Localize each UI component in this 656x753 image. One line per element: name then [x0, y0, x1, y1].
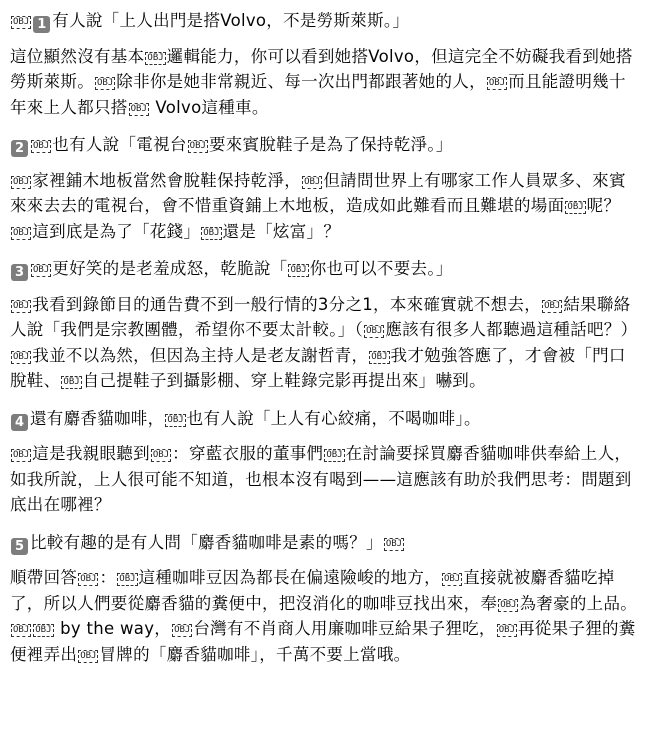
- keycap-number-icon: 2: [11, 140, 28, 157]
- obj-placeholder-icon: OBJ: [304, 176, 321, 187]
- post-paragraph: [10, 44, 638, 121]
- post-text: 冒牌的「麝香貓咖啡」，千萬不要上當哦。: [99, 644, 411, 664]
- post-text: 為奢豪的上品。: [519, 593, 638, 613]
- post-text: 家裡鋪木地板當然會脫鞋保持乾淨，: [32, 170, 302, 190]
- obj-placeholder-icon: OBJ: [13, 351, 30, 362]
- post-text: 要來賓脫鞋子是為了保持乾淨。」: [208, 135, 453, 154]
- obj-placeholder-icon: OBJ: [97, 78, 114, 88]
- keycap-number-icon: 3: [11, 264, 28, 281]
- post-text: 更好笑的是老羞成怒，乾脆說「: [52, 259, 288, 278]
- obj-placeholder-icon: OBJ: [371, 351, 388, 362]
- keycap-number-icon: 1: [33, 16, 50, 33]
- obj-placeholder-icon: OBJ: [13, 227, 30, 238]
- post-text: 呢？: [586, 196, 621, 215]
- obj-placeholder-icon: OBJ: [130, 103, 147, 114]
- obj-placeholder-icon: OBJ: [13, 450, 30, 460]
- obj-placeholder-icon: OBJ: [80, 574, 97, 584]
- obj-placeholder-icon: OBJ: [385, 538, 403, 549]
- post-text: 自己提鞋子到攝影棚、穿上鞋錄完影再提出來」嚇到。: [82, 371, 486, 390]
- obj-placeholder-icon: OBJ: [203, 227, 220, 238]
- post-text: ：: [99, 568, 117, 587]
- post-text: 台灣有不肖商人用廉咖啡豆給果子狸吃，: [193, 619, 496, 638]
- post-text: 還有麝香貓咖啡，: [30, 408, 165, 428]
- post-text: 在討論要採買麝香貓咖啡供奉給上人，如我所說，上人很可能不知道，也根本沒有喝到——這應該有助於我們思考：問題到底出在哪裡？: [10, 444, 632, 514]
- post-text: 這到底是為了「花錢」: [32, 221, 201, 241]
- obj-placeholder-icon: OBJ: [35, 625, 52, 635]
- obj-placeholder-icon: OBJ: [13, 176, 30, 187]
- post-paragraph: [10, 168, 638, 245]
- post-text: 有人說「上人出門是搭Volvo，不是勞斯萊斯。」: [52, 11, 410, 30]
- post-text: 也有人說「上人有心絞痛，不喝咖啡」。: [186, 408, 481, 428]
- post-text: by the way，: [54, 619, 172, 638]
- obj-placeholder-icon: OBJ: [13, 625, 30, 635]
- post-text: 但請問世界上有哪家工作人員眾多、來賓來來去去的電視台，會不惜重資鋪上木地板，造成如此難看而且難堪的場面: [10, 170, 626, 215]
- post-text: 你也可以不要去。」: [309, 259, 453, 278]
- obj-placeholder-icon: OBJ: [33, 265, 50, 275]
- post-text: 這種咖啡豆因為都長在偏遠險峻的地方，: [138, 568, 441, 587]
- post-text: 這是我親眼聽到: [32, 444, 150, 463]
- obj-placeholder-icon: OBJ: [544, 300, 561, 311]
- post-text: 我看到錄節目的通告費不到一般行情的3分之1，本來確實就不想去，: [32, 294, 542, 314]
- obj-placeholder-icon: OBJ: [152, 450, 170, 460]
- obj-placeholder-icon: OBJ: [189, 141, 206, 151]
- obj-placeholder-icon: OBJ: [443, 574, 461, 584]
- post-text: 我並不以為然，但因為主持人是老友謝哲青，: [32, 345, 369, 365]
- post-text: 結果聯絡人說「我們是宗教團體，希望你不要太計較。」（: [10, 294, 631, 339]
- post-text: ：穿藍衣服的董事們: [172, 444, 324, 463]
- keycap-number-icon: 4: [11, 414, 28, 431]
- post-heading: [10, 530, 638, 556]
- obj-placeholder-icon: OBJ: [366, 326, 383, 336]
- obj-placeholder-icon: OBJ: [13, 17, 30, 27]
- post-text: 我才勉強答應了，才會被「門口脫鞋、: [10, 345, 626, 390]
- post-text: 邏輯能力，你可以看到她搭Volvo，但這完全不妨礙我看到她搭勞斯萊斯。: [10, 46, 633, 91]
- post-text: 也有人說「電視台: [52, 135, 187, 154]
- keycap-number-icon: 5: [11, 538, 28, 555]
- post-text: 應該有很多人都聽過這種話吧？）: [385, 320, 638, 339]
- post-paragraph: [10, 565, 638, 667]
- obj-placeholder-icon: OBJ: [326, 450, 343, 460]
- obj-placeholder-icon: OBJ: [80, 650, 97, 661]
- obj-placeholder-icon: OBJ: [498, 625, 515, 635]
- post-paragraph: [10, 441, 638, 518]
- post-text: 比較有趣的是有人問「麝香貓咖啡是素的嗎？」: [30, 532, 383, 552]
- obj-placeholder-icon: OBJ: [119, 574, 136, 584]
- post-text: 再從果子狸的糞便裡弄出: [10, 619, 636, 664]
- obj-placeholder-icon: OBJ: [147, 52, 164, 63]
- obj-placeholder-icon: OBJ: [290, 265, 307, 275]
- post-heading: [10, 132, 638, 158]
- obj-placeholder-icon: OBJ: [167, 414, 184, 425]
- post-text: 順帶回答: [10, 568, 78, 587]
- obj-placeholder-icon: OBJ: [33, 141, 50, 151]
- obj-placeholder-icon: OBJ: [174, 625, 191, 635]
- post-paragraph: [10, 292, 638, 394]
- obj-placeholder-icon: OBJ: [63, 377, 80, 387]
- post-text: 而且能證明幾十年來上人都只搭: [10, 72, 626, 117]
- post-heading: [10, 406, 638, 432]
- post-text: 還是「炫富」？: [222, 221, 341, 241]
- obj-placeholder-icon: OBJ: [488, 78, 506, 88]
- post-text: 這位顯然沒有基本: [10, 46, 145, 66]
- obj-placeholder-icon: OBJ: [567, 202, 584, 212]
- post-heading: [10, 8, 638, 34]
- post-text: 除非你是她非常親近、每一次出門都跟著她的人，: [116, 72, 486, 91]
- post-heading: [10, 256, 638, 282]
- obj-placeholder-icon: OBJ: [500, 599, 517, 610]
- post-text: Volvo這種車。: [149, 97, 269, 117]
- obj-placeholder-icon: OBJ: [13, 300, 30, 311]
- post-text: 直接就被麝香貓吃掉了，所以人們要從麝香貓的糞便中，把沒消化的咖啡豆找出來，奉: [10, 568, 615, 613]
